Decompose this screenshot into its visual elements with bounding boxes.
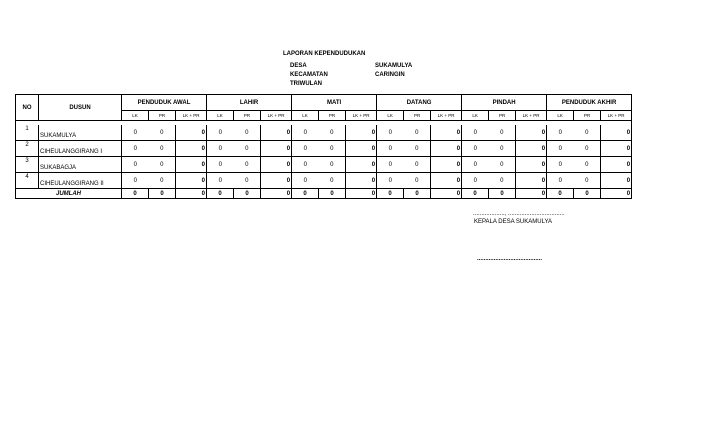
cell-value: 0 — [404, 173, 431, 189]
kecamatan-label: KECAMATAN — [290, 72, 328, 78]
cell-value: 0 — [292, 141, 319, 157]
total-cell: 0 — [207, 189, 234, 199]
cell-total: 0 — [176, 157, 207, 173]
cell-total: 0 — [516, 125, 547, 141]
cell-value: 0 — [574, 173, 601, 189]
cell-value: 0 — [319, 125, 346, 141]
row-number: 3 — [16, 157, 39, 173]
cell-value: 0 — [149, 141, 176, 157]
total-cell: 0 — [319, 189, 346, 199]
dusun-name: CIHEULANGGIRANG II — [39, 173, 122, 189]
cell-value: 0 — [292, 125, 319, 141]
total-cell: 0 — [404, 189, 431, 199]
dusun-name: SUKABAGJA — [39, 157, 122, 173]
cell-value: 0 — [292, 157, 319, 173]
cell-value: 0 — [122, 173, 149, 189]
subheader-cell: LK — [122, 111, 149, 121]
total-cell: 0 — [574, 189, 601, 199]
subheader-cell: LK — [377, 111, 404, 121]
cell-value: 0 — [207, 157, 234, 173]
subheader-cell: PR — [149, 111, 176, 121]
group-header: LAHIR — [207, 95, 292, 111]
cell-value: 0 — [547, 125, 574, 141]
table-row — [16, 157, 632, 173]
desa-value: SUKAMULYA — [375, 63, 413, 69]
cell-value: 0 — [319, 173, 346, 189]
cell-total: 0 — [601, 141, 632, 157]
cell-value: 0 — [377, 157, 404, 173]
cell-total: 0 — [516, 157, 547, 173]
kecamatan-value: CARINGIN — [375, 72, 405, 78]
subheader-cell: LK + PR — [176, 111, 207, 121]
cell-value: 0 — [404, 157, 431, 173]
total-cell: 0 — [377, 189, 404, 199]
cell-value: 0 — [574, 157, 601, 173]
population-table — [15, 94, 632, 199]
no-header: NO — [16, 95, 39, 121]
total-cell: 0 — [547, 189, 574, 199]
cell-value: 0 — [292, 173, 319, 189]
cell-value: 0 — [489, 157, 516, 173]
cell-value: 0 — [207, 173, 234, 189]
total-row — [16, 189, 632, 199]
cell-value: 0 — [377, 173, 404, 189]
total-sum-cell: 0 — [516, 189, 547, 199]
cell-value: 0 — [377, 125, 404, 141]
total-cell: 0 — [462, 189, 489, 199]
cell-value: 0 — [574, 125, 601, 141]
row-number: 4 — [16, 173, 39, 189]
subheader-cell: LK + PR — [601, 111, 632, 121]
cell-value: 0 — [489, 141, 516, 157]
row-number: 1 — [16, 125, 39, 141]
cell-total: 0 — [601, 173, 632, 189]
cell-value: 0 — [489, 125, 516, 141]
cell-value: 0 — [319, 157, 346, 173]
cell-total: 0 — [346, 125, 377, 141]
subheader-cell: LK + PR — [431, 111, 462, 121]
cell-value: 0 — [149, 157, 176, 173]
total-sum-cell: 0 — [601, 189, 632, 199]
subheader-cell: PR — [404, 111, 431, 121]
table-row — [16, 125, 632, 141]
subheader-cell: LK + PR — [346, 111, 377, 121]
subheader-cell: PR — [234, 111, 261, 121]
cell-value: 0 — [234, 125, 261, 141]
cell-value: 0 — [547, 173, 574, 189]
cell-value: 0 — [149, 125, 176, 141]
total-sum-cell: 0 — [431, 189, 462, 199]
cell-total: 0 — [346, 173, 377, 189]
cell-total: 0 — [261, 125, 292, 141]
cell-value: 0 — [149, 173, 176, 189]
cell-value: 0 — [207, 141, 234, 157]
cell-value: 0 — [234, 157, 261, 173]
subheader-cell: LK — [547, 111, 574, 121]
cell-value: 0 — [547, 141, 574, 157]
village-head-title: KEPALA DESA SUKAMULYA — [474, 219, 553, 225]
total-sum-cell: 0 — [261, 189, 292, 199]
group-header: DATANG — [377, 95, 462, 111]
cell-total: 0 — [431, 141, 462, 157]
total-sum-cell: 0 — [176, 189, 207, 199]
cell-total: 0 — [346, 141, 377, 157]
dusun-name: CIHEULANGGIRANG I — [39, 141, 122, 157]
group-header: MATI — [292, 95, 377, 111]
cell-total: 0 — [261, 141, 292, 157]
cell-value: 0 — [207, 125, 234, 141]
cell-value: 0 — [489, 173, 516, 189]
subheader-cell: LK + PR — [261, 111, 292, 121]
row-number: 2 — [16, 141, 39, 157]
cell-total: 0 — [431, 157, 462, 173]
period-label: TRIWULAN — [290, 81, 322, 87]
cell-value: 0 — [122, 141, 149, 157]
total-cell: 0 — [122, 189, 149, 199]
subheader-cell: PR — [489, 111, 516, 121]
cell-total: 0 — [601, 125, 632, 141]
total-cell: 0 — [489, 189, 516, 199]
cell-total: 0 — [431, 173, 462, 189]
cell-value: 0 — [122, 157, 149, 173]
cell-value: 0 — [462, 173, 489, 189]
cell-value: 0 — [547, 157, 574, 173]
report-title: LAPORAN KEPENDUDUKAN — [283, 51, 366, 57]
cell-total: 0 — [176, 125, 207, 141]
place-date-line: ..................., .................................. — [473, 211, 565, 217]
subheader-cell: PR — [319, 111, 346, 121]
cell-value: 0 — [234, 173, 261, 189]
cell-value: 0 — [462, 125, 489, 141]
cell-value: 0 — [404, 141, 431, 157]
cell-total: 0 — [601, 157, 632, 173]
dusun-header: DUSUN — [39, 95, 122, 121]
cell-total: 0 — [261, 173, 292, 189]
subheader-cell: LK — [292, 111, 319, 121]
total-sum-cell: 0 — [346, 189, 377, 199]
village-head-name-line: ....................................... — [477, 256, 543, 262]
table-row — [16, 141, 632, 157]
total-cell: 0 — [292, 189, 319, 199]
cell-value: 0 — [404, 125, 431, 141]
subheader-cell: PR — [574, 111, 601, 121]
group-header: PINDAH — [462, 95, 547, 111]
cell-total: 0 — [516, 173, 547, 189]
desa-label: DESA — [290, 63, 307, 69]
table-row — [16, 173, 632, 189]
cell-value: 0 — [122, 125, 149, 141]
cell-total: 0 — [431, 125, 462, 141]
cell-total: 0 — [346, 157, 377, 173]
cell-value: 0 — [377, 141, 404, 157]
cell-value: 0 — [574, 141, 601, 157]
cell-value: 0 — [462, 157, 489, 173]
cell-value: 0 — [319, 141, 346, 157]
subheader-cell: LK — [207, 111, 234, 121]
cell-total: 0 — [261, 157, 292, 173]
cell-total: 0 — [176, 141, 207, 157]
total-cell: 0 — [149, 189, 176, 199]
cell-total: 0 — [516, 141, 547, 157]
dusun-name: SUKAMULYA — [39, 125, 122, 141]
subheader-cell: LK — [462, 111, 489, 121]
group-header: PENDUDUK AWAL — [122, 95, 207, 111]
cell-total: 0 — [176, 173, 207, 189]
subheader-cell: LK + PR — [516, 111, 547, 121]
cell-value: 0 — [462, 141, 489, 157]
cell-value: 0 — [234, 141, 261, 157]
group-header: PENDUDUK AKHIR — [547, 95, 632, 111]
total-cell: 0 — [234, 189, 261, 199]
total-label: JUMLAH — [16, 189, 122, 199]
